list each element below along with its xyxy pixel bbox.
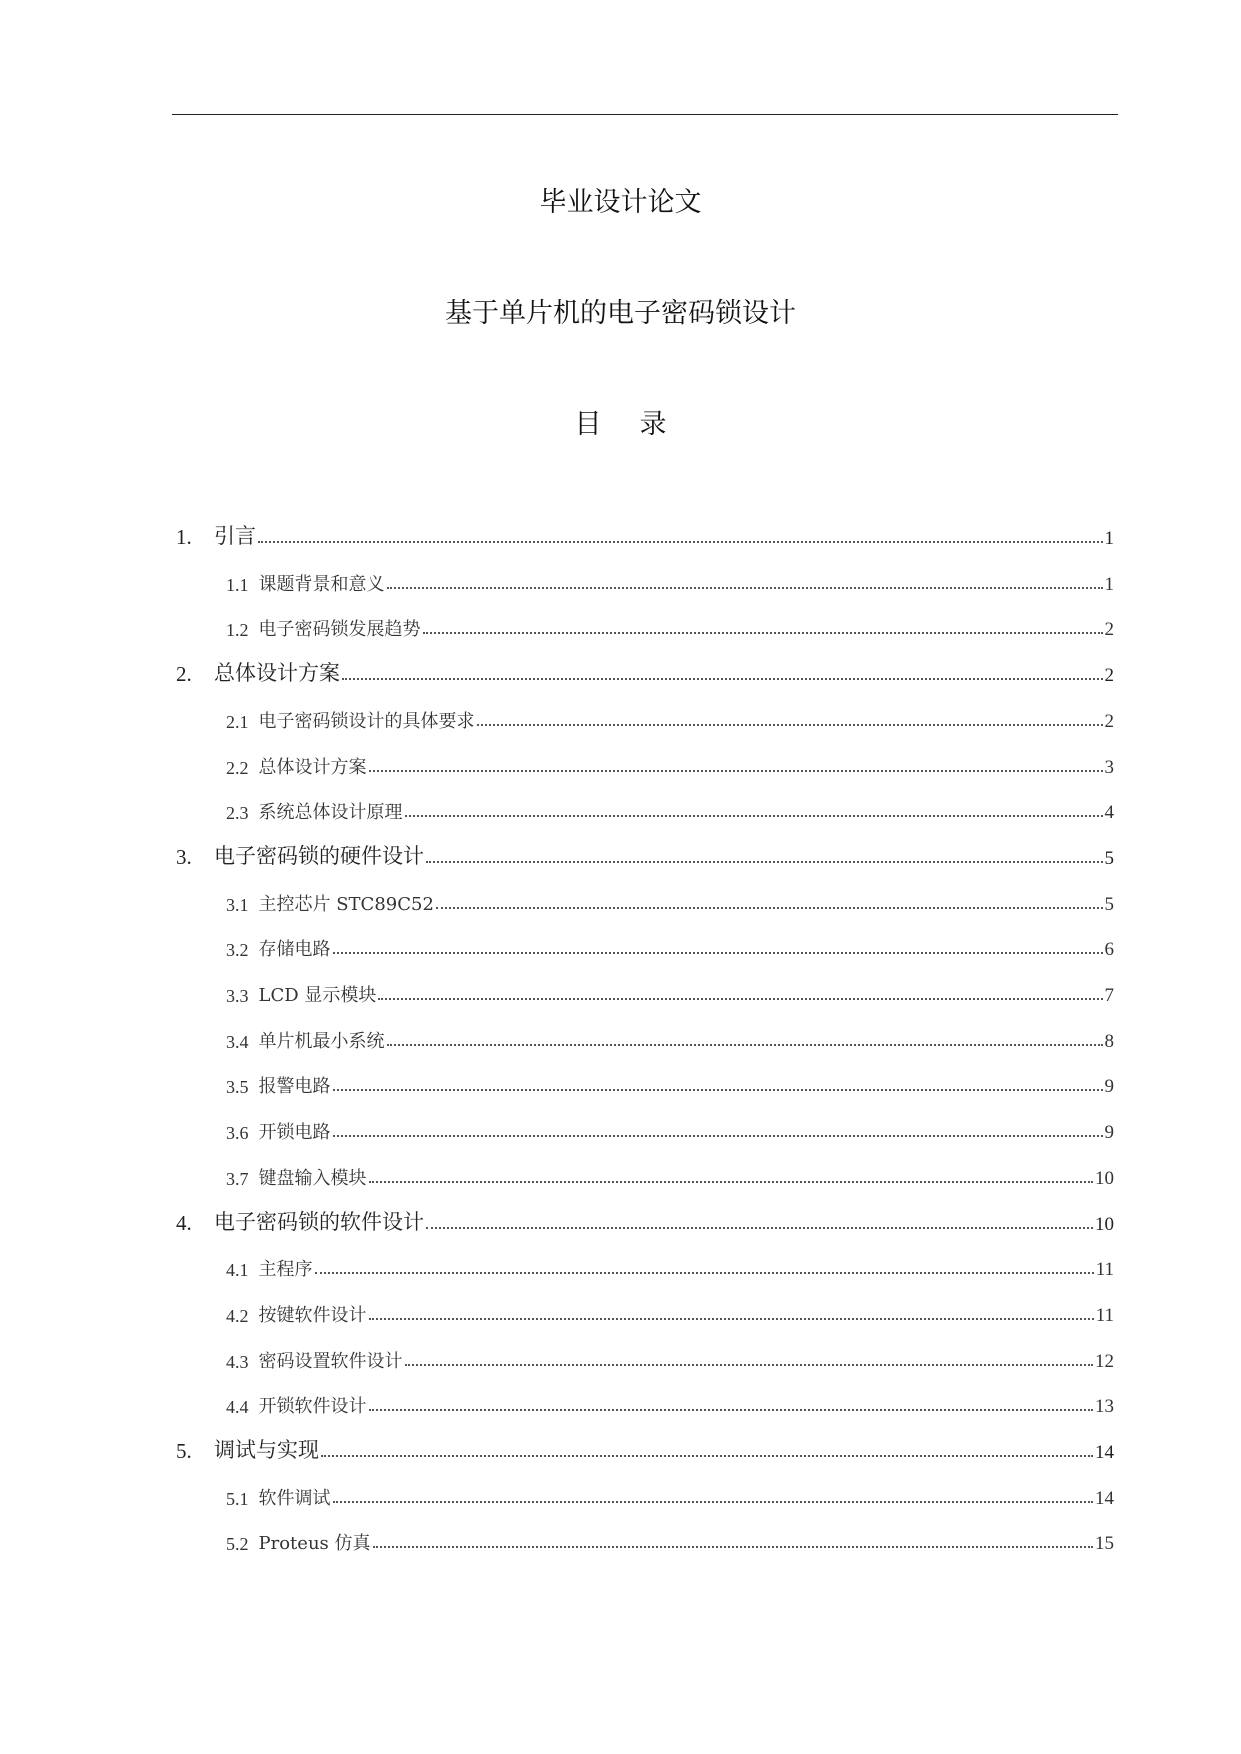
toc-dot-leader <box>342 678 1103 680</box>
toc-entry-title: 存储电路 <box>258 939 331 961</box>
toc-entry[interactable] <box>226 790 1114 824</box>
document-title: 毕业设计论文 <box>539 187 702 218</box>
toc-entry[interactable] <box>226 1339 1114 1373</box>
toc-heading: 目录 <box>574 409 705 440</box>
header-rule <box>172 114 1118 115</box>
toc-entry-title: 总体设计方案 <box>214 661 340 686</box>
toc-entry-page: 11 <box>1095 1304 1114 1326</box>
toc-dot-leader <box>321 1455 1093 1457</box>
toc-dot-leader <box>426 861 1103 863</box>
toc-entry-page: 1 <box>1104 573 1114 595</box>
toc-entry-page: 2 <box>1104 619 1114 641</box>
toc-entry[interactable] <box>226 607 1114 641</box>
toc-entry-page: 12 <box>1095 1350 1114 1372</box>
toc-entry-number: 3. <box>176 844 192 869</box>
toc-entry-title: 密码设置软件设计 <box>258 1350 403 1372</box>
toc-dot-leader <box>405 1364 1094 1366</box>
toc-entry-title: Proteus 仿真 <box>258 1533 371 1555</box>
toc-entry-title: 主控芯片 STC89C52 <box>258 893 434 915</box>
toc-entry-page: 6 <box>1104 939 1114 961</box>
toc-entry-number: 3.6 <box>226 1123 249 1144</box>
toc-entry-title: 课题背景和意义 <box>258 573 385 595</box>
toc-dot-leader <box>333 952 1103 954</box>
toc-dot-leader <box>369 1409 1094 1411</box>
toc-entry-page: 1 <box>1104 528 1114 549</box>
toc-entry[interactable] <box>226 1384 1114 1418</box>
toc-entry-title: 主程序 <box>258 1259 313 1281</box>
toc-entry[interactable] <box>226 927 1114 961</box>
toc-entry[interactable] <box>176 1430 1114 1464</box>
toc-entry-number: 4.1 <box>226 1260 249 1281</box>
toc-entry-page: 9 <box>1104 1076 1114 1098</box>
toc-entry-page: 2 <box>1104 665 1114 687</box>
toc-entry[interactable] <box>226 1476 1114 1510</box>
toc-entry-number: 4.4 <box>226 1397 249 1418</box>
toc-entry-title: 电子密码锁的硬件设计 <box>214 843 424 868</box>
toc-entry-number: 3.7 <box>226 1168 249 1189</box>
toc-entry-page: 9 <box>1104 1122 1114 1144</box>
toc-entry-number: 4.2 <box>226 1305 249 1326</box>
toc-entry-number: 2. <box>176 662 192 687</box>
toc-entry-number: 2.3 <box>226 803 249 824</box>
toc-entry[interactable] <box>226 1156 1114 1190</box>
toc-dot-leader <box>258 541 1103 543</box>
toc-entry-number: 2.1 <box>226 711 249 732</box>
toc-entry-page: 13 <box>1095 1396 1114 1418</box>
toc-entry[interactable] <box>176 516 1114 550</box>
toc-dot-leader <box>333 1135 1103 1137</box>
toc-entry-title: 总体设计方案 <box>258 756 367 778</box>
toc-entry-number: 4.3 <box>226 1351 249 1372</box>
toc-entry-title: 电子密码锁设计的具体要求 <box>258 710 475 732</box>
toc-entry-title: 引言 <box>214 524 256 548</box>
toc-dot-leader <box>369 1181 1094 1183</box>
toc-dot-leader <box>423 632 1103 634</box>
toc-entry[interactable] <box>226 699 1114 733</box>
toc-entry-number: 3.2 <box>226 940 249 961</box>
toc-entry-page: 14 <box>1095 1487 1114 1509</box>
toc-entry[interactable] <box>226 1521 1114 1555</box>
toc-entry-page: 10 <box>1095 1213 1114 1235</box>
toc-entry-number: 5.2 <box>226 1534 249 1555</box>
toc-entry-title: 报警电路 <box>258 1076 331 1098</box>
toc-dot-leader <box>369 1318 1094 1320</box>
toc-dot-leader <box>426 1227 1093 1229</box>
toc-entry-title: LCD 显示模块 <box>258 985 377 1006</box>
toc-entry-page: 5 <box>1104 847 1114 869</box>
toc-entry-title: 软件调试 <box>258 1487 331 1509</box>
toc-dot-leader <box>333 1089 1103 1091</box>
toc-entry-page: 3 <box>1104 756 1114 778</box>
toc-entry-number: 1.2 <box>226 620 249 641</box>
toc-entry-page: 4 <box>1104 802 1114 824</box>
toc-entry[interactable] <box>226 1293 1114 1327</box>
toc-entry-page: 7 <box>1104 985 1114 1006</box>
toc-dot-leader <box>387 587 1103 589</box>
toc-entry-title: 按键软件设计 <box>258 1304 367 1326</box>
toc-entry-page: 14 <box>1095 1442 1114 1463</box>
toc-entry[interactable] <box>226 882 1114 916</box>
toc-dot-leader <box>315 1272 1094 1274</box>
toc-entry-number: 1.1 <box>226 574 249 595</box>
toc-dot-leader <box>333 1501 1094 1503</box>
toc-entry[interactable] <box>226 745 1114 779</box>
toc-entry-title: 调试与实现 <box>214 1438 319 1462</box>
toc-dot-leader <box>387 1044 1103 1046</box>
toc-entry[interactable] <box>226 562 1114 596</box>
toc-entry-title: 开锁软件设计 <box>258 1396 367 1418</box>
toc-entry[interactable] <box>226 1247 1114 1281</box>
toc-entry-page: 15 <box>1095 1533 1114 1555</box>
toc-dot-leader <box>477 724 1103 726</box>
toc-entry-number: 3.3 <box>226 986 249 1006</box>
toc-entry-number: 5. <box>176 1439 192 1463</box>
toc-entry[interactable] <box>176 653 1114 687</box>
toc-dot-leader <box>373 1546 1094 1548</box>
toc-entry[interactable] <box>176 836 1114 870</box>
toc-entry-number: 4. <box>176 1210 192 1235</box>
toc-entry-number: 3.1 <box>226 894 249 915</box>
toc-dot-leader <box>405 815 1103 817</box>
toc-entry-page: 5 <box>1104 893 1114 915</box>
toc-entry-title: 单片机最小系统 <box>258 1030 385 1052</box>
toc-entry-number: 5.1 <box>226 1488 249 1509</box>
toc-entry[interactable] <box>226 1019 1114 1053</box>
toc-entry-page: 8 <box>1104 1030 1114 1052</box>
toc-entry-title: 键盘输入模块 <box>258 1167 367 1189</box>
toc-entry-title: 电子密码锁发展趋势 <box>258 619 421 641</box>
toc-entry-number: 1. <box>176 525 192 549</box>
toc-dot-leader <box>369 770 1103 772</box>
toc-entry[interactable] <box>226 1110 1114 1144</box>
toc-entry-number: 3.4 <box>226 1031 249 1052</box>
document-subtitle: 基于单片机的电子密码锁设计 <box>445 298 796 329</box>
toc-entry-title: 系统总体设计原理 <box>258 802 403 824</box>
toc-entry-title: 电子密码锁的软件设计 <box>214 1209 424 1234</box>
toc-entry[interactable] <box>226 1064 1114 1098</box>
toc-dot-leader <box>378 998 1102 1000</box>
toc-entry-number: 2.2 <box>226 757 249 778</box>
toc-entry[interactable] <box>226 973 1114 1007</box>
toc-entry-page: 10 <box>1095 1167 1114 1189</box>
toc-entry-page: 11 <box>1095 1259 1114 1281</box>
toc-entry-page: 2 <box>1104 710 1114 732</box>
toc-entry-title: 开锁电路 <box>258 1122 331 1144</box>
toc-entry[interactable] <box>176 1202 1114 1236</box>
toc-entry-number: 3.5 <box>226 1077 249 1098</box>
toc-dot-leader <box>436 907 1103 909</box>
